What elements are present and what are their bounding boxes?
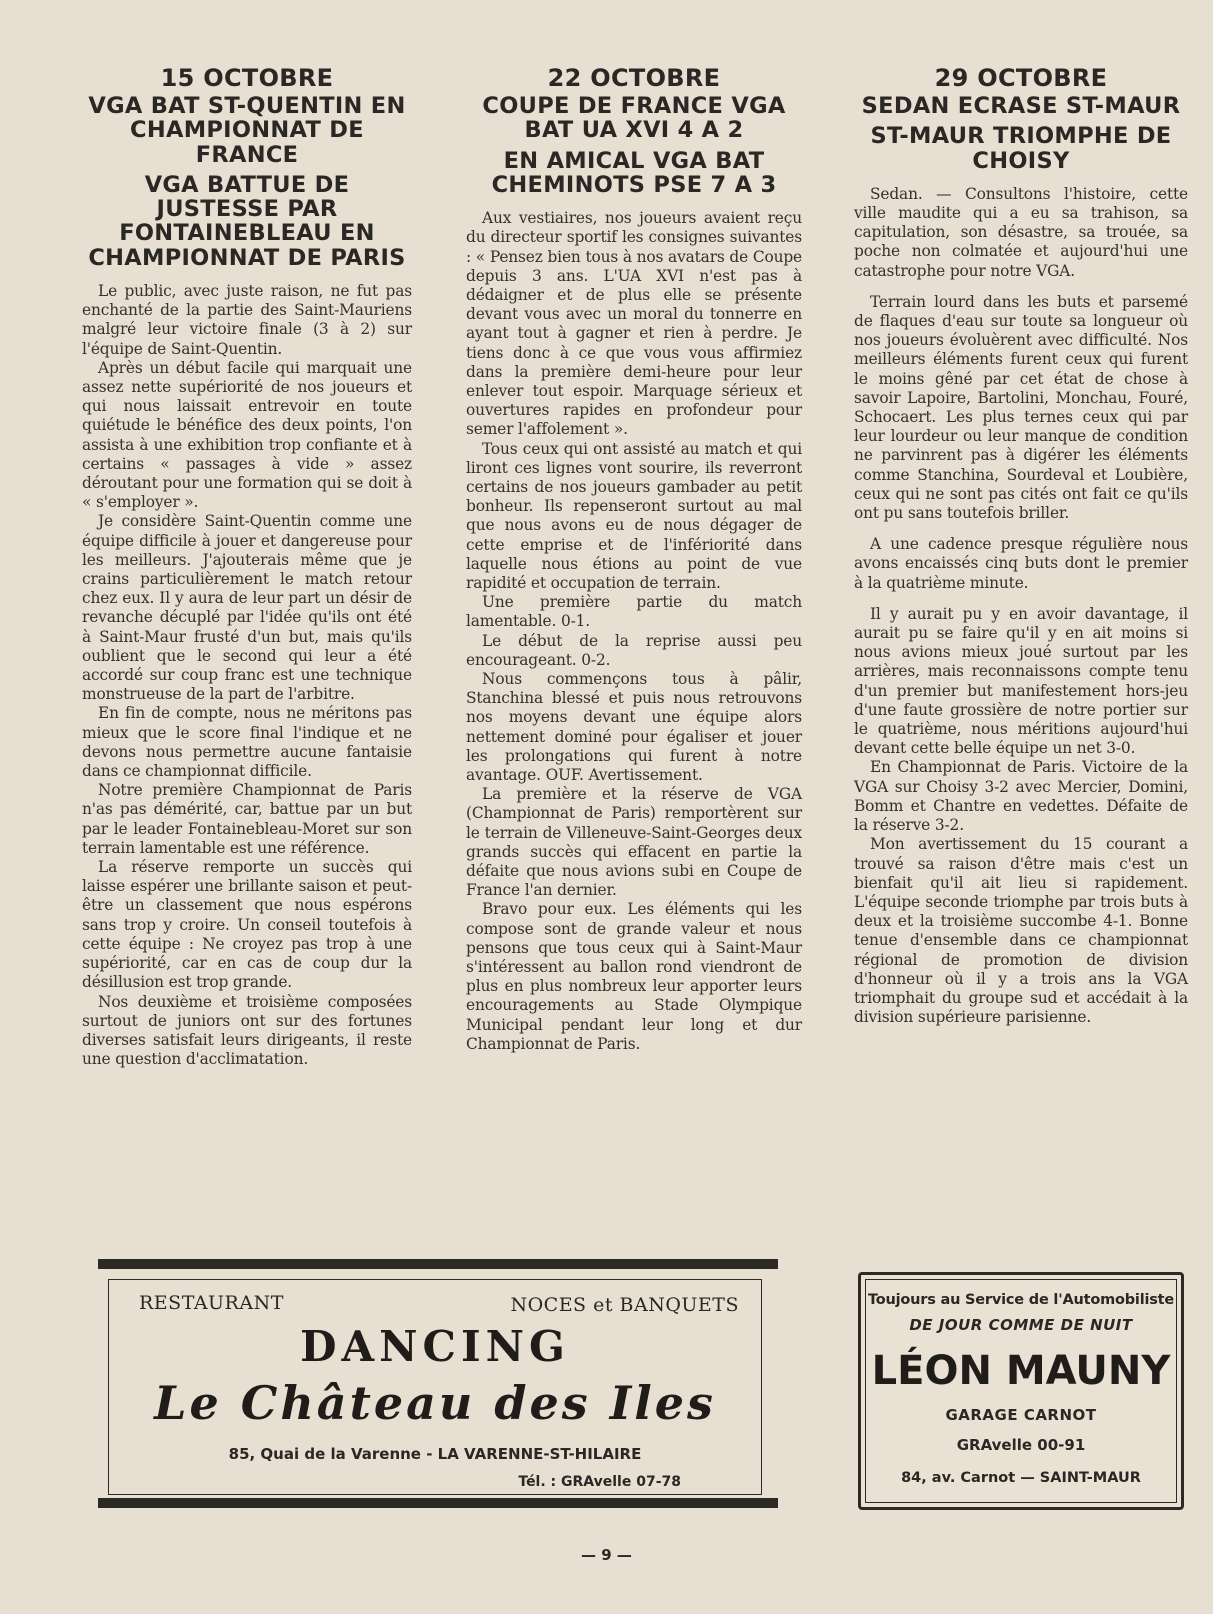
article-date: 15 OCTOBRE bbox=[160, 64, 334, 92]
garage-advertisement bbox=[858, 1272, 1184, 1510]
article-headline: VGA BAT ST-QUENTIN EN CHAMPIONNAT DE FRANCE bbox=[88, 92, 406, 168]
paragraph: Nos deuxième et troisième composées surtout de juniors ont sur des fortunes diverses satisfait leurs dirigeants, il reste une question d'acclimatation. bbox=[82, 992, 412, 1069]
ad-noces-label: NOCES et BANQUETS bbox=[510, 1294, 739, 1316]
ad-top-rule bbox=[98, 1259, 778, 1269]
paragraph: Une première partie du match lamentable. 0-1. bbox=[466, 593, 802, 631]
ad-garage-phone: GRAvelle 00-91 bbox=[956, 1436, 1086, 1454]
ad-restaurant-label: RESTAURANT bbox=[139, 1292, 284, 1314]
ad-garage-tagline: Toujours au Service de l'Automobiliste bbox=[867, 1292, 1175, 1308]
paragraph: Nous commençons tous à pâlir, Stanchina blessé et puis nous retrouvons nos moyens devant une équipe alors nettement dominé pour égaliser et jouer les prolongations qui furent à notre avantage. OUF. Avertissement. bbox=[466, 669, 802, 784]
paragraph: Le public, avec juste raison, ne fut pas enchanté de la partie des Saint-Mauriens malgré leur victoire finale (3 à 2) sur l'équipe de Saint-Quentin. bbox=[82, 281, 412, 358]
paragraph: Bravo pour eux. Les éléments qui les compose sont de grande valeur et nous pensons que tous ceux qui à Saint-Maur s'intéressent au ballon rond viendront de plus en plus nombreux leur apporter leurs encouragements au Stade Olympique Municipal pendant leur long et dur Championnat de Paris. bbox=[466, 900, 802, 1053]
article-body bbox=[854, 185, 1188, 1028]
ad-bottom-rule bbox=[98, 1498, 778, 1508]
article-subheadline: EN AMICAL VGA BAT CHEMINOTS PSE 7 A 3 bbox=[491, 147, 777, 198]
paragraph: Mon avertissement du 15 courant a trouvé sa raison d'être mais c'est un bienfait qu'il ait lieu si rapidement. L'équipe seconde triomphe par trois buts à deux et la troisième succombe 4-1. Bonne tenue d'ensemble dans ce championnat régional de promotion de division d'honneur où il y a trois ans la VGA triomphait du groupe sud et accédait à la division supérieure parisienne. bbox=[854, 835, 1188, 1027]
article-subheadline: VGA BATTUE DE JUSTESSE PAR FONTAINEBLEAU EN CHAMPIONNAT DE PARIS bbox=[88, 171, 406, 271]
restaurant-advertisement bbox=[98, 1259, 778, 1508]
paragraph: Aux vestiaires, nos joueurs avaient reçu du directeur sportif les consignes suivantes : « Pensez bien tous à nos avatars de Coupe depuis 3 ans. L'UA XVI n'est pas à dédaigner et de plus elle se présente devant vous avec un moral du tonnerre en ayant tout à gagner et rien à perdre. Je tiens donc à ce que vous vous affirmiez dans la première demi-heure pour leur enlever tout espoir. Marquage sérieux et ouvertures rapides en profondeur pour semer l'affolement ». bbox=[466, 209, 802, 439]
paragraph: Terrain lourd dans les buts et parsemé de flaques d'eau sur toute sa longueur où nos joueurs évoluèrent avec difficulté. Nos meilleurs éléments furent ceux qui furent le moins gêné par cet état de chose à savoir Lapoire, Bartolini, Monchau, Fouré, Schocaert. Les plus ternes ceux qui par leur lourdeur ou leur manque de condition ne parvinrent pas à digérer les éléments comme Stanchina, Sourdeval et Loubière, ceux qui ne sont pas cités ont fait ce qu'ils ont pu sans toutefois briller. bbox=[854, 292, 1188, 523]
ad-restaurant-phone: Tél. : GRAvelle 07-78 bbox=[518, 1474, 681, 1490]
paragraph: En Championnat de Paris. Victoire de la VGA sur Choisy 3-2 avec Mercier, Domini, Bomm et Chantre en vedettes. Défaite de la réserve 3-2. bbox=[854, 758, 1188, 835]
paragraph: La première et la réserve de VGA (Championnat de Paris) remportèrent sur le terrain de Villeneuve-Saint-Georges deux grands succès qui effacent en partie la défaite que nous avions subi en Coupe de France l'an dernier. bbox=[466, 785, 802, 900]
article-subheadline: ST-MAUR TRIOMPHE DE CHOISY bbox=[870, 123, 1172, 174]
ad-restaurant-address: 85, Quai de la Varenne - LA VARENNE-ST-HILAIRE bbox=[228, 1445, 642, 1463]
article-15-octobre bbox=[82, 66, 412, 1069]
ad-dancing-title: DANCING bbox=[300, 1322, 570, 1371]
ad-garage-owner: LÉON MAUNY bbox=[871, 1348, 1171, 1394]
paragraph: A une cadence presque régulière nous avons encaissés cinq buts dont le premier à la quatrième minute. bbox=[854, 535, 1188, 592]
article-headline: SEDAN ECRASE ST-MAUR bbox=[861, 92, 1181, 119]
paragraph: Je considère Saint-Quentin comme une équipe difficile à jouer et dangereuse pour les meilleurs. J'ajouterais même que je crains particulièrement le match retour chez eux. Il y aura de leur part un désir de revanche décuplé par l'idée qu'ils ont été à Saint-Maur frusté d'un but, mais qu'ils oublient que le second qui leur a été accordé sur coup franc est une technique monstrueuse de la part de l'arbitre. bbox=[82, 512, 412, 704]
article-body bbox=[82, 282, 412, 1069]
paragraph: Le début de la reprise aussi peu encourageant. 0-2. bbox=[466, 631, 802, 669]
page-number: — 9 — bbox=[581, 1546, 632, 1564]
paragraph: Sedan. — Consultons l'histoire, cette ville maudite qui a eu sa trahison, sa capitulation, son désastre, sa trouée, sa poche non colmatée et aujourd'hui une catastrophe pour notre VGA. bbox=[854, 184, 1188, 280]
ad-garage-address: 84, av. Carnot — SAINT-MAUR bbox=[901, 1470, 1141, 1486]
paragraph: Notre première Championnat de Paris n'as pas démérité, car, battue par un but par le leader Fontainebleau-Moret sur son terrain lamentable est une référence. bbox=[82, 781, 412, 857]
paragraph: La réserve remporte un succès qui laisse espérer une brillante saison et peut-être un classement que nous espérons sans trop y croire. Un conseil toutefois à cette équipe : Ne croyez pas trop à une supériorité, car en cas de coup dur la désillusion est trop grande. bbox=[82, 858, 412, 992]
ad-frame bbox=[108, 1279, 762, 1495]
ad-frame bbox=[865, 1279, 1177, 1503]
article-body bbox=[466, 209, 802, 1054]
article-29-octobre bbox=[854, 66, 1188, 1027]
ad-restaurant-name: Le Château des Iles bbox=[154, 1376, 716, 1430]
paragraph: En fin de compte, nous ne méritons pas mieux que le score final l'indique et ne devons nous permettre aucune fantaisie dans ce championnat difficile. bbox=[82, 704, 412, 781]
article-headline: COUPE DE FRANCE VGA BAT UA XVI 4 A 2 bbox=[482, 92, 786, 144]
article-date: 29 OCTOBRE bbox=[934, 64, 1108, 92]
paragraph: Il y aurait pu y en avoir davantage, il aurait pu se faire qu'il y en ait moins si nous avions mieux joué surtout par les arrières, mais reconnaissons compte tenu d'un premier but manifestement hors-jeu d'une faute grossière de notre portier sur le quatrième, nous méritions aujourd'hui devant cette belle équipe un net 3-0. bbox=[854, 604, 1188, 758]
ad-garage-name: GARAGE CARNOT bbox=[945, 1406, 1097, 1424]
paragraph: Après un début facile qui marquait une assez nette supériorité de nos joueurs et qui nous laissait entrevoir en toute quiétude le bénéfice des deux points, l'on assista à une exhibition trop confiante et à certains « passages à vide » assez déroutant pour une formation qui se doit à « s'employer ». bbox=[82, 358, 412, 512]
ad-garage-hours: DE JOUR COMME DE NUIT bbox=[909, 1316, 1133, 1334]
article-date: 22 OCTOBRE bbox=[547, 64, 721, 92]
paragraph: Tous ceux qui ont assisté au match et qui liront ces lignes vont sourire, ils reverront certains de nos joueurs gambader au petit bonheur. Ils repenseront surtout au mal que nous avons eu de nous dégager de cette emprise et de l'infériorité dans laquelle nous étions au point de vue rapidité et occupation de terrain. bbox=[466, 439, 802, 592]
article-22-octobre bbox=[466, 66, 802, 1054]
